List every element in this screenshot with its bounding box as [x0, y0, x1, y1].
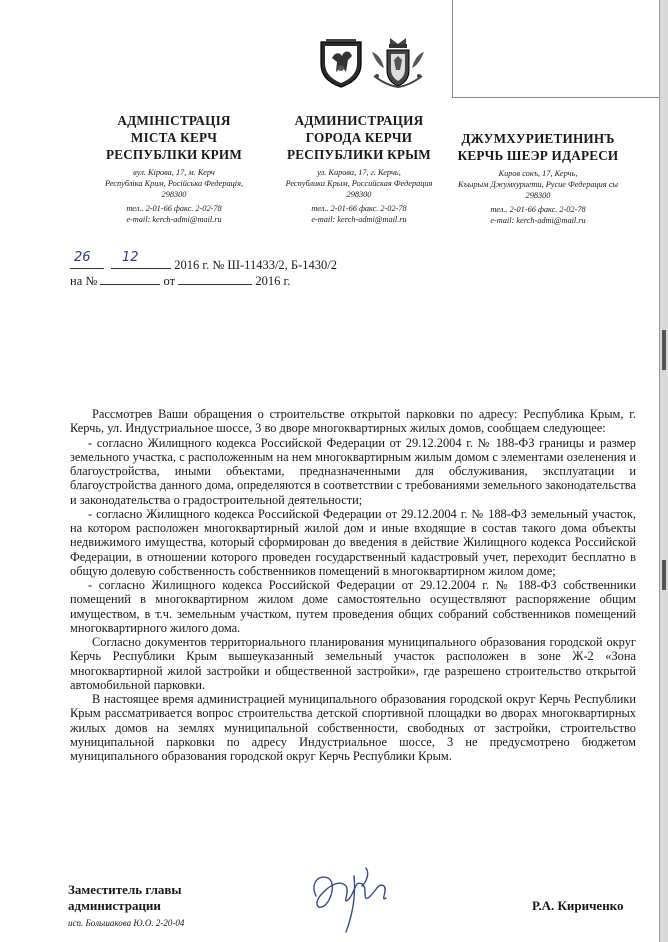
reference-outgoing	[70, 258, 337, 273]
month-blank	[111, 258, 171, 269]
body-list-item: - согласно Жилищного кодекса Российской Федерации от 29.12.2004 г. № 188-ФЗ собственники помещений в многоквартирном жилом доме самостоятельно осуществляют распоряжение общим имуществом, в т.ч. земельным участком, путем проведения общих собраний собственников помещений многоквартирного жилого дома.	[70, 578, 636, 635]
body-list-item: - согласно Жилищного кодекса Российской Федерации от 29.12.2004 г. № 188-ФЗ границы и размер земельного участка, с расположенным на нем многоквартирным жилым домом с элементами озеленения и благоустройства, иными объектами, предназначенными для обслуживания, эксплуатации и благоустройства данного дома, определяются в соответствии с требованиями земельного законодательства и законодательства о градостроительной деятельности;	[70, 435, 636, 507]
address-line: Республіка Крим, Російська Федерація,	[104, 179, 244, 188]
scan-edge	[659, 0, 668, 942]
address-line: Республика Крым, Российская Федерация	[285, 179, 433, 188]
address-line: ул. Кирова, 17, г. Керчь,	[317, 168, 401, 177]
executor-note: исп. Большакова Ю.О. 2-20-04	[68, 918, 185, 928]
signatory-position	[68, 882, 182, 914]
header-title-line: РЕСПУБЛІКИ КРИМ	[105, 147, 243, 162]
email: e-mail: kerch-admi@mail.ru	[126, 215, 222, 224]
header-title-line: КЕРЧЬ ШЕЭР ИДАРЕСИ	[457, 148, 619, 163]
reference-year: 2016 г.	[174, 258, 210, 272]
letter-body	[70, 407, 636, 763]
handwritten-signature	[296, 856, 406, 936]
handwritten-day: 26	[74, 250, 91, 265]
header-title	[452, 130, 624, 164]
header-crh	[452, 130, 624, 226]
position-line: администрации	[68, 898, 161, 913]
header-contacts	[452, 204, 624, 226]
day-blank	[70, 258, 104, 269]
reference-number: № Ш-11433/2, Б-1430/2	[212, 258, 337, 272]
header-contacts	[270, 203, 448, 225]
reference-year-2: 2016 г.	[255, 274, 291, 288]
handwritten-month: 12	[122, 250, 139, 265]
reference-incoming	[70, 274, 290, 289]
header-title-line: ДЖУМХУРИЕТИНИНЪ	[461, 131, 615, 146]
address-line: Киров сокъ, 17, Керчь,	[498, 169, 578, 178]
punch-mark	[662, 330, 666, 370]
header-contacts	[86, 203, 262, 225]
header-uk	[86, 112, 262, 225]
header-title-line: ГОРОДА КЕРЧИ	[305, 130, 413, 145]
body-paragraph: Согласно документов территориального планирования муниципального образования городской округ Керчь Республики Крым вышеуказанный земельный участок расположен в зоне Ж-2 «Зона многоквартирной жилой застройки и общественной застройки», где разрешено строительство открытой автомобильной парковки.	[70, 635, 636, 692]
corner-stamp-area	[452, 0, 659, 98]
header-title-line: МІСТА КЕРЧ	[130, 130, 218, 145]
header-title-line: АДМИНИСТРАЦИЯ	[294, 113, 424, 128]
email: e-mail: kerch-admi@mail.ru	[490, 216, 586, 225]
header-title-line: АДМІНІСТРАЦІЯ	[117, 113, 231, 128]
header-title	[270, 112, 448, 163]
header-title-line: РЕСПУБЛИКИ КРЫМ	[287, 147, 431, 162]
phone-fax: тел.. 2-01-66 факс. 2-02-78	[311, 204, 407, 213]
address-line: 298300	[346, 190, 372, 199]
crimea-coat-of-arms-icon	[318, 38, 364, 88]
number-blank	[100, 274, 160, 285]
address-line: Къырым Джумхуриети, Русие Федерация сы	[457, 180, 619, 189]
body-list-item: - согласно Жилищного кодекса Российской Федерации от 29.12.2004 г. № 188-ФЗ земельный участок, на котором расположен многоквартирный жилой дом и иные входящие в состав такого дома объекты недвижимого имущества, который сформирован до введения в действие Жилищного кодекса Российской Федерации, в отношении которого проведен государственный кадастровый учет, переходит бесплатно в общую долевую собственность собственников помещений в многоквартирном жилом доме;	[70, 506, 636, 578]
signatory-name: Р.А. Кириченко	[532, 898, 624, 913]
address-line: 298300	[161, 190, 187, 199]
header-address	[270, 167, 448, 200]
email: e-mail: kerch-admi@mail.ru	[311, 215, 407, 224]
from-label: от	[163, 274, 176, 288]
on-number-label: на №	[70, 274, 98, 288]
address-line: вул. Кірова, 17, м. Керч	[133, 168, 215, 177]
position-line: Заместитель главы	[68, 882, 182, 897]
phone-fax: тел.. 2-01-66 факс. 2-02-78	[126, 204, 222, 213]
phone-fax: тел.. 2-01-66 факс. 2-02-78	[490, 205, 586, 214]
date-blank	[178, 274, 252, 285]
body-paragraph: В настоящее время администрацией муниципального образования городской округ Керчь Республики Крым рассматривается вопрос строительства детской спортивной площадки во дворах многоквартирных жилых домов на землях муниципальной собственности, свободных от застройки, строительство муниципальной парковки по адресу Индустриальное шоссе, 3 не предусмотрено бюджетом муниципального образования городской округ Керчь Республики Крым.	[70, 692, 636, 763]
body-paragraph: Рассмотрев Ваши обращения о строительстве открытой парковки по адресу: Республика Крым, г. Керчь, ул. Индустриальное шоссе, 3 во дворе многоквартирных жилых домов, сообщаем следующее:	[70, 407, 636, 436]
header-address	[452, 168, 624, 201]
kerch-coat-of-arms-icon	[368, 36, 428, 90]
address-line: 298300	[525, 191, 551, 200]
header-title	[86, 112, 262, 163]
punch-mark	[662, 560, 666, 590]
header-ru	[270, 112, 448, 225]
header-address	[86, 167, 262, 200]
